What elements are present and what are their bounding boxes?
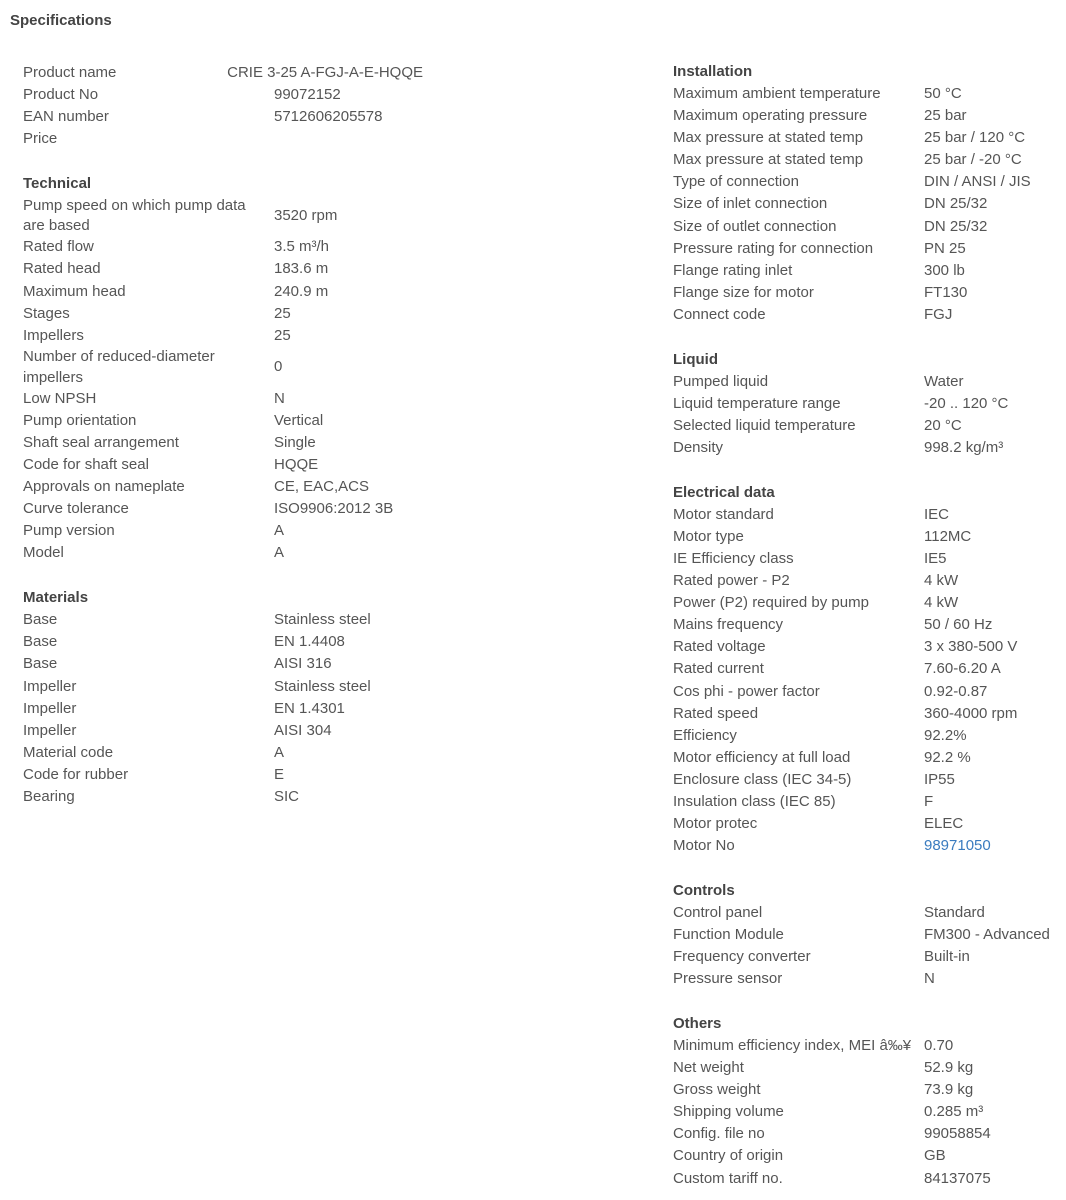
spec-value: CRIE 3-25 A-FGJ-A-E-HQQE <box>227 63 423 81</box>
spec-label: Impeller <box>23 721 77 739</box>
spec-value: Built-in <box>924 948 970 966</box>
electrical-data-section <box>673 482 1066 858</box>
spec-label: Impeller <box>23 677 77 695</box>
spec-row <box>23 609 423 631</box>
installation-section <box>673 61 1066 326</box>
spec-row <box>673 791 1066 813</box>
spec-value: 25 bar / 120 °C <box>924 129 1026 147</box>
spec-row <box>673 681 1066 703</box>
spec-row <box>673 1168 1066 1190</box>
spec-row <box>23 454 423 476</box>
spec-label: Impeller <box>23 699 77 717</box>
spec-row <box>23 720 423 742</box>
spec-value: SIC <box>274 788 300 806</box>
spec-label: Model <box>23 544 64 562</box>
spec-label: Net weight <box>673 1059 744 1077</box>
spec-value: FM300 - Advanced <box>924 926 1050 944</box>
spec-label: Rated head <box>23 260 101 278</box>
spec-label: Enclosure class (IEC 34-5) <box>673 770 852 788</box>
spec-label: Size of outlet connection <box>673 217 837 235</box>
spec-value: 50 °C <box>924 84 962 102</box>
spec-row <box>673 1035 1066 1057</box>
spec-label: Type of connection <box>673 173 799 191</box>
spec-value: 20 °C <box>924 416 962 434</box>
spec-value: 0.285 m³ <box>924 1103 984 1121</box>
spec-value: EN 1.4408 <box>274 633 345 651</box>
spec-row <box>673 304 1066 326</box>
spec-row <box>673 1079 1066 1101</box>
spec-value: 99072152 <box>274 85 341 103</box>
spec-value: 0.92-0.87 <box>924 682 988 700</box>
spec-label: Motor protec <box>673 815 758 833</box>
spec-value: DIN / ANSI / JIS <box>924 173 1031 191</box>
product-section <box>23 62 423 150</box>
spec-row <box>673 769 1066 791</box>
page-title: Specifications <box>10 12 112 29</box>
spec-label: Liquid temperature range <box>673 394 841 412</box>
spec-label: Impellers <box>23 326 84 344</box>
spec-row <box>23 764 423 786</box>
spec-row <box>23 196 423 237</box>
spec-row <box>673 1057 1066 1079</box>
spec-label: Stages <box>23 304 70 322</box>
spec-row <box>23 62 423 84</box>
spec-value: 4 kW <box>924 594 959 612</box>
spec-value: 998.2 kg/m³ <box>924 438 1004 456</box>
spec-value: 0.70 <box>924 1037 954 1055</box>
spec-row <box>23 499 423 521</box>
spec-row <box>673 614 1066 636</box>
spec-label: Rated current <box>673 660 764 678</box>
spec-row <box>673 924 1066 946</box>
spec-label: Rated speed <box>673 704 759 722</box>
spec-label: Base <box>23 655 58 673</box>
spec-label: Size of inlet connection <box>673 195 828 213</box>
spec-value: 50 / 60 Hz <box>924 616 993 634</box>
spec-row <box>23 303 423 325</box>
spec-value: 4 kW <box>924 572 959 590</box>
spec-value: PN 25 <box>924 239 966 257</box>
spec-row <box>23 325 423 347</box>
spec-value: CE, EAC,ACS <box>274 478 370 496</box>
spec-row <box>673 83 1066 105</box>
spec-label: Pump version <box>23 522 115 540</box>
section-heading: Controls <box>673 881 735 899</box>
spec-row <box>23 698 423 720</box>
spec-label: Motor type <box>673 527 744 545</box>
section-heading: Materials <box>23 589 89 607</box>
spec-row <box>673 127 1066 149</box>
spec-value: A <box>274 544 285 562</box>
spec-value: 52.9 kg <box>924 1059 974 1077</box>
spec-row <box>673 725 1066 747</box>
spec-label: Power (P2) required by pump <box>673 594 869 612</box>
spec-value: Stainless steel <box>274 611 371 629</box>
spec-row <box>673 813 1066 835</box>
spec-value: Standard <box>924 903 985 921</box>
spec-label: Product name <box>23 63 117 81</box>
spec-label: Mains frequency <box>673 616 784 634</box>
spec-label: Rated voltage <box>673 638 766 656</box>
spec-row <box>673 1124 1066 1146</box>
spec-value: 183.6 m <box>274 260 329 278</box>
spec-value: 3520 rpm <box>274 206 338 224</box>
left-column <box>23 62 423 831</box>
spec-row <box>23 632 423 654</box>
spec-label: Custom tariff no. <box>673 1169 783 1187</box>
spec-row <box>673 371 1066 393</box>
spec-label: Curve tolerance <box>23 500 129 518</box>
spec-row <box>673 902 1066 924</box>
spec-label: Code for rubber <box>23 765 129 783</box>
spec-value: IP55 <box>924 770 955 788</box>
spec-label: Cos phi - power factor <box>673 682 820 700</box>
spec-value: E <box>274 765 285 783</box>
section-heading: Technical <box>23 175 92 193</box>
spec-label: Motor standard <box>673 505 774 523</box>
spec-label: Pressure rating for connection <box>673 239 874 257</box>
spec-row <box>23 742 423 764</box>
materials-section <box>23 587 423 808</box>
spec-label: Density <box>673 438 724 456</box>
spec-row <box>23 476 423 498</box>
spec-label: Pump orientation <box>23 411 137 429</box>
spec-row <box>673 504 1066 526</box>
spec-row <box>673 105 1066 127</box>
spec-label: Connect code <box>673 305 766 323</box>
spec-label: Base <box>23 611 58 629</box>
spec-value: IEC <box>924 505 950 523</box>
spec-value: Stainless steel <box>274 677 371 695</box>
spec-label: Bearing <box>23 788 75 806</box>
spec-row <box>23 432 423 454</box>
spec-label: Maximum operating pressure <box>673 107 868 125</box>
spec-value: 5712606205578 <box>274 107 383 125</box>
spec-value: AISI 304 <box>274 721 332 739</box>
spec-value: DN 25/32 <box>924 217 988 235</box>
section-heading: Electrical data <box>673 483 775 501</box>
spec-value: FT130 <box>924 283 968 301</box>
spec-value: 99058854 <box>924 1125 991 1143</box>
spec-row <box>23 237 423 259</box>
spec-label: Minimum efficiency index, MEI â‰¥ <box>673 1037 912 1055</box>
spec-value: 25 bar / -20 °C <box>924 151 1022 169</box>
spec-row <box>673 415 1066 437</box>
spec-row <box>23 259 423 281</box>
spec-value: Water <box>924 372 964 390</box>
spec-value: EN 1.4301 <box>274 699 345 717</box>
spec-row <box>673 238 1066 260</box>
spec-label: Product No <box>23 85 99 103</box>
spec-label: Rated flow <box>23 238 94 256</box>
spec-value: 25 <box>274 304 291 322</box>
spec-value: HQQE <box>274 456 319 474</box>
spec-label: Flange size for motor <box>673 283 814 301</box>
spec-value: 300 lb <box>924 261 965 279</box>
spec-label: Control panel <box>673 903 763 921</box>
spec-label: Frequency converter <box>673 948 811 966</box>
spec-value: 25 <box>274 326 291 344</box>
spec-value: 92.2% <box>924 726 967 744</box>
spec-row <box>673 282 1066 304</box>
spec-value: AISI 316 <box>274 655 332 673</box>
spec-row <box>673 437 1066 459</box>
spec-row <box>673 637 1066 659</box>
spec-row <box>673 835 1066 857</box>
spec-label: Selected liquid temperature <box>673 416 856 434</box>
spec-row <box>673 548 1066 570</box>
spec-row <box>23 84 423 106</box>
spec-label: Max pressure at stated temp <box>673 129 864 147</box>
spec-row <box>23 654 423 676</box>
spec-row <box>673 1146 1066 1168</box>
spec-row <box>673 703 1066 725</box>
right-column <box>673 61 1066 1200</box>
spec-row <box>673 393 1066 415</box>
spec-value: N <box>924 970 935 988</box>
spec-row <box>23 543 423 565</box>
spec-label: Rated power - P2 <box>673 572 790 590</box>
spec-row <box>23 281 423 303</box>
spec-label: Shaft seal arrangement <box>23 434 179 452</box>
spec-value: 92.2 % <box>924 748 971 766</box>
spec-value: ELEC <box>924 815 964 833</box>
controls-section <box>673 880 1066 991</box>
spec-row <box>673 149 1066 171</box>
spec-label: Motor efficiency at full load <box>673 748 851 766</box>
spec-row <box>673 194 1066 216</box>
spec-label: Function Module <box>673 926 784 944</box>
spec-value: A <box>274 522 285 540</box>
spec-label: Pumped liquid <box>673 372 769 390</box>
spec-value: 3.5 m³/h <box>274 238 330 256</box>
spec-row <box>673 216 1066 238</box>
spec-label: Motor No <box>673 837 735 855</box>
spec-label: Base <box>23 633 58 651</box>
spec-row <box>673 570 1066 592</box>
spec-row <box>673 1102 1066 1124</box>
spec-label: IE Efficiency class <box>673 549 794 567</box>
spec-row <box>673 747 1066 769</box>
spec-value: IE5 <box>924 549 947 567</box>
spec-value: 84137075 <box>924 1169 991 1187</box>
spec-value: GB <box>924 1147 946 1165</box>
spec-label: Maximum ambient temperature <box>673 84 881 102</box>
spec-label: Approvals on nameplate <box>23 478 185 496</box>
spec-row <box>23 676 423 698</box>
spec-value: 3 x 380-500 V <box>924 638 1018 656</box>
spec-value: FGJ <box>924 305 953 323</box>
spec-label: Gross weight <box>673 1081 761 1099</box>
liquid-section <box>673 349 1066 460</box>
spec-value: 0 <box>274 358 283 376</box>
section-heading: Installation <box>673 63 753 80</box>
others-section <box>673 1013 1066 1190</box>
spec-value: 112MC <box>924 527 972 545</box>
spec-row <box>23 786 423 808</box>
spec-label: Code for shaft seal <box>23 456 149 474</box>
spec-row <box>23 128 423 150</box>
spec-row <box>23 521 423 543</box>
spec-label: Material code <box>23 743 114 761</box>
spec-label: Pressure sensor <box>673 970 783 988</box>
spec-value: 240.9 m <box>274 282 329 300</box>
spec-label: Flange rating inlet <box>673 261 793 279</box>
spec-value: Vertical <box>274 411 324 429</box>
spec-value: A <box>274 743 285 761</box>
spec-row <box>23 106 423 128</box>
spec-label: Pump speed on which pump data are based <box>23 196 246 235</box>
section-heading: Liquid <box>673 350 718 368</box>
spec-value: DN 25/32 <box>924 195 988 213</box>
spec-value: Single <box>274 434 316 452</box>
spec-row <box>673 526 1066 548</box>
spec-label: Efficiency <box>673 726 737 744</box>
spec-label: EAN number <box>23 107 109 125</box>
spec-label: Insulation class (IEC 85) <box>673 792 836 810</box>
spec-row <box>673 592 1066 614</box>
spec-row <box>673 260 1066 282</box>
spec-row <box>673 946 1066 968</box>
spec-value: 360-4000 rpm <box>924 704 1018 722</box>
spec-value: 25 bar <box>924 107 967 125</box>
spec-label: Country of origin <box>673 1147 784 1165</box>
section-heading: Others <box>673 1015 722 1033</box>
spec-value: 7.60-6.20 A <box>924 660 1001 678</box>
spec-label: Shipping volume <box>673 1103 784 1121</box>
spec-label: Config. file no <box>673 1125 765 1143</box>
spec-label: Low NPSH <box>23 389 97 407</box>
spec-row <box>673 659 1066 681</box>
spec-row <box>23 388 423 410</box>
spec-value: N <box>274 389 285 407</box>
spec-value: -20 .. 120 °C <box>924 394 1009 412</box>
spec-value: 73.9 kg <box>924 1081 974 1099</box>
technical-section <box>23 173 423 564</box>
spec-row <box>23 410 423 432</box>
spec-row <box>23 347 423 388</box>
spec-label: Price <box>23 130 58 148</box>
spec-row <box>673 968 1066 990</box>
spec-label: Max pressure at stated temp <box>673 151 864 169</box>
spec-label: Maximum head <box>23 282 126 300</box>
spec-value-link[interactable]: 98971050 <box>924 837 991 855</box>
spec-value: F <box>924 792 934 810</box>
spec-value: ISO9906:2012 3B <box>274 500 394 518</box>
spec-label: Number of reduced-diameter impellers <box>23 348 215 386</box>
spec-row <box>673 172 1066 194</box>
